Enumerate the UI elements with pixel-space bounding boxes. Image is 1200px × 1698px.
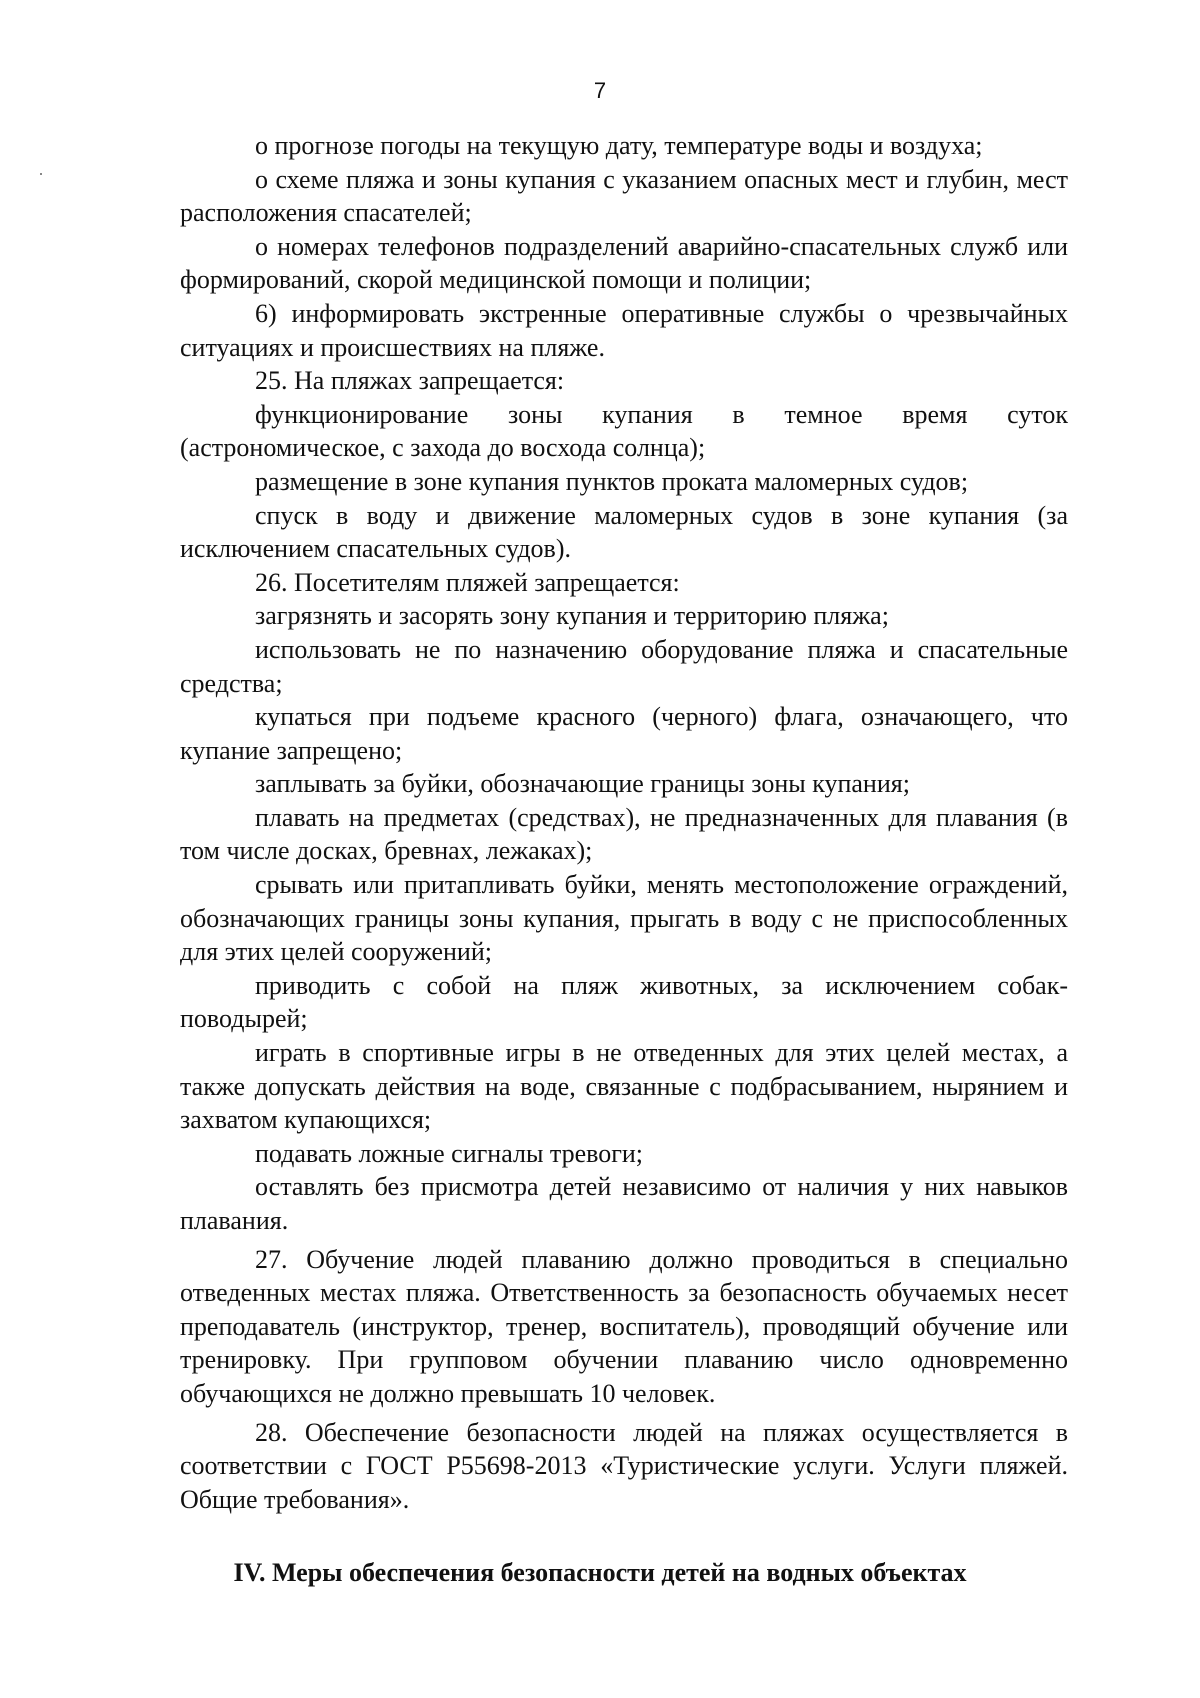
- scan-speck: [40, 173, 42, 175]
- paragraph: о номерах телефонов подразделений аварийно-спасательных служб или формирований, скорой медицинской помощи и полиции;: [180, 231, 1068, 295]
- paragraph: 28. Обеспечение безопасности людей на пляжах осуществляется в соответствии с ГОСТ Р55698-2013 «Туристические услуги. Услуги пляжей. Общие требования».: [180, 1417, 1068, 1514]
- paragraph: 6) информировать экстренные оперативные службы о чрезвычайных ситуациях и происшествиях на пляже.: [180, 298, 1068, 362]
- paragraph: приводить с собой на пляж животных, за исключением собак-поводырей;: [180, 970, 1068, 1034]
- paragraph: плавать на предметах (средствах), не предназначенных для плавания (в том числе досках, бревнах, лежаках);: [180, 802, 1068, 866]
- paragraph: 26. Посетителям пляжей запрещается:: [255, 567, 680, 597]
- paragraph: подавать ложные сигналы тревоги;: [255, 1138, 644, 1168]
- paragraph: о схеме пляжа и зоны купания с указанием опасных мест и глубин, мест расположения спасателей;: [180, 164, 1068, 228]
- paragraph: функционирование зоны купания в темное время суток (астрономическое, с захода до восхода солнца);: [180, 399, 1068, 463]
- paragraph: 25. На пляжах запрещается:: [255, 366, 565, 396]
- paragraph: срывать или притапливать буйки, менять местоположение ограждений, обозначающих границы зоны купания, прыгать в воду с не приспособленных для этих целей сооружений;: [180, 870, 1068, 967]
- paragraph: использовать не по назначению оборудование пляжа и спасательные средства;: [180, 634, 1068, 698]
- paragraph: оставлять без присмотра детей независимо от наличия у них навыков плавания.: [180, 1172, 1068, 1235]
- paragraph: размещение в зоне купания пунктов проката маломерных судов;: [255, 466, 969, 496]
- paragraph: заплывать за буйки, обозначающие границы зоны купания;: [255, 769, 910, 799]
- paragraph: 27. Обучение людей плаванию должно проводиться в специально отведенных местах пляжа. Ответственность за безопасность обучаемых несет преподаватель (инструктор, тренер, воспитатель), проводящий обучение или тренировку. При групповом обучении плаванию число одновременно обучающихся не должно превышать 10 человек.: [180, 1244, 1068, 1408]
- paragraph: спуск в воду и движение маломерных судов в зоне купания (за исключением спасательных судов).: [180, 500, 1068, 564]
- paragraph: загрязнять и засорять зону купания и территорию пляжа;: [255, 601, 889, 631]
- body-text: [180, 129, 1068, 1516]
- page-number: 7: [593, 78, 607, 103]
- section-heading: IV. Меры обеспечения безопасности детей на водных объектах: [233, 1558, 967, 1587]
- paragraph: о прогнозе погоды на текущую дату, температуре воды и воздуха;: [255, 131, 983, 160]
- paragraph: купаться при подъеме красного (черного) флага, означающего, что купание запрещено;: [180, 702, 1068, 765]
- paragraph: играть в спортивные игры в не отведенных для этих целей местах, а также допускать действия на воде, связанные с подбрасыванием, нырянием и захватом купающихся;: [180, 1038, 1068, 1135]
